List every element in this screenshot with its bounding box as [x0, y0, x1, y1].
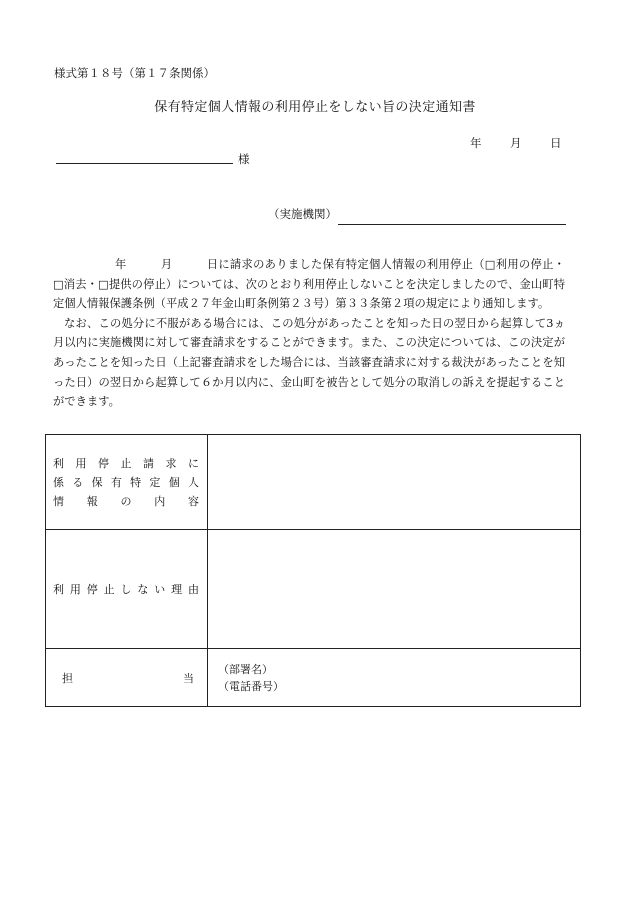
request-year-label: 年	[115, 258, 127, 271]
contact-label-part-1: 担	[62, 671, 73, 685]
reason-label-cell	[46, 530, 208, 649]
content-label-line-1: 利用停止請求に	[53, 456, 201, 470]
notice-paragraph-1	[53, 255, 565, 314]
date-year-label: 年	[470, 136, 482, 150]
contact-department: （部署名）	[218, 662, 273, 676]
table-row-reason	[46, 530, 581, 649]
reason-value-cell	[208, 530, 581, 649]
content-label-line-3: 情報の内容	[53, 494, 201, 508]
addressee-blank-line	[56, 163, 233, 164]
reason-label: 利用停止しない理由	[53, 583, 201, 596]
table-row-contact	[46, 649, 581, 707]
notice-paragraph-1-text: 日に請求のありました保有特定個人情報の利用停止（□利用の停止・□消去・□提供の停止）については、次のとおり利用停止しないことを決定しましたので、金山町特定個人情報保護条例（平成２７年金山町条例第２３号）第３３条第２項の規定により通知します。	[53, 258, 565, 311]
content-label-line-2: 係る保有特定個人	[53, 475, 201, 489]
date-line	[470, 135, 562, 151]
content-label-cell	[46, 435, 208, 530]
contact-phone: （電話番号）	[218, 679, 284, 693]
document-title: 保有特定個人情報の利用停止をしない旨の決定通知書	[154, 100, 476, 115]
content-value-cell	[208, 435, 581, 530]
form-number: 様式第１８号（第１７条関係）	[54, 66, 215, 80]
contact-value-cell	[208, 649, 581, 707]
decision-details-table	[45, 434, 581, 707]
addressee-suffix: 様	[238, 152, 250, 166]
notice-paragraph-2: なお、この処分に不服がある場合には、この処分があったことを知った日の翌日から起算して3ヵ月以内に実施機関に対して審査請求をすることができます。また、この決定については、この決定があったことを知った日（上記審査請求をした場合には、当該審査請求に対する裁決があったことを知った日）の翌日から起算して６か月以内に、金山町を被告として処分の取消しの訴えを提起することができます。	[53, 316, 565, 409]
request-month-label: 月	[160, 258, 173, 271]
table-row-content	[46, 435, 581, 530]
notice-body	[53, 255, 565, 412]
date-day-label: 日	[550, 136, 562, 150]
agency-blank-line	[338, 224, 566, 225]
contact-label-part-2: 当	[183, 671, 194, 685]
agency-label: （実施機関）	[268, 207, 337, 221]
contact-label-cell	[46, 649, 208, 707]
date-month-label: 月	[510, 136, 522, 150]
